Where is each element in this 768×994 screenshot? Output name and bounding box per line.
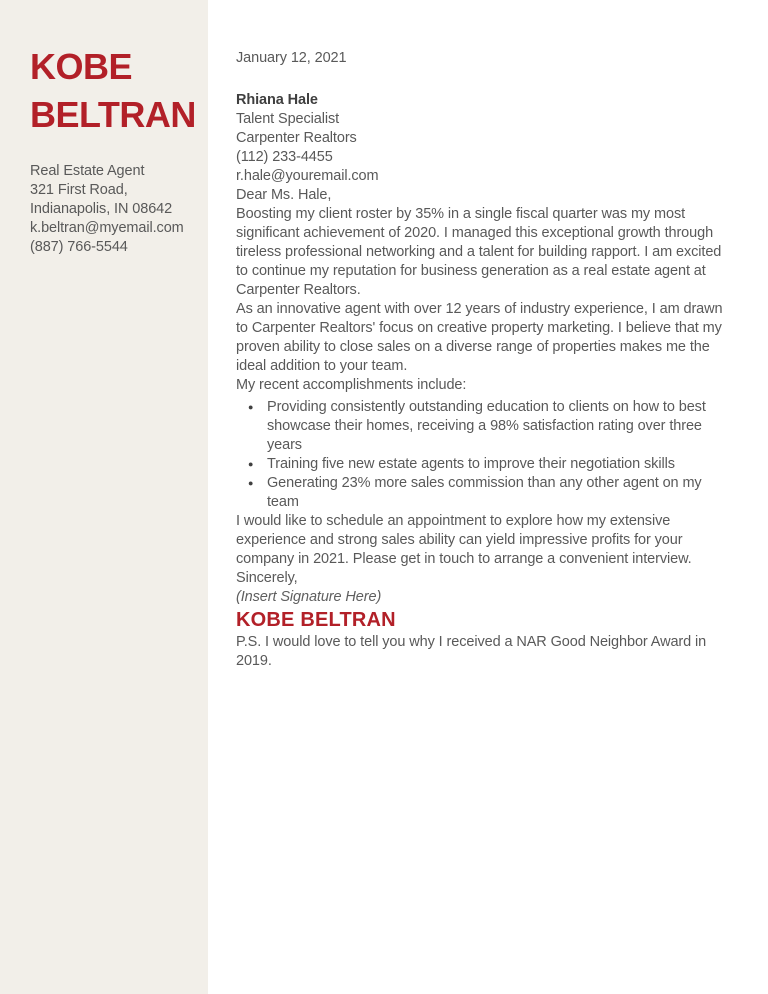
recipient-company: Carpenter Realtors bbox=[236, 130, 357, 146]
bullet-icon: ● bbox=[248, 459, 254, 469]
accomplishment-text: Generating 23% more sales commission than any other agent on my team bbox=[267, 475, 702, 510]
signature-placeholder: (Insert Signature Here) bbox=[236, 589, 382, 605]
accomplishments-list bbox=[236, 398, 736, 512]
sender-street-address: 321 First Road, bbox=[30, 182, 128, 198]
list-item bbox=[236, 455, 736, 474]
sender-name-line2: BELTRAN bbox=[30, 94, 196, 135]
sign-off: Sincerely, bbox=[236, 570, 298, 586]
recipient-name: Rhiana Hale bbox=[236, 92, 318, 108]
accomplishment-text: Providing consistently outstanding education to clients on how to best showcase their homes, receiving a 98% satisfaction rating over three years bbox=[267, 399, 706, 453]
recipient-phone: (112) 233-4455 bbox=[236, 149, 333, 165]
sidebar bbox=[0, 0, 208, 994]
sender-job-title: Real Estate Agent bbox=[30, 163, 145, 179]
sender-city-state-zip: Indianapolis, IN 08642 bbox=[30, 201, 173, 217]
accomplishment-text: Training five new estate agents to improve their negotiation skills bbox=[267, 456, 675, 472]
recipient-job-title: Talent Specialist bbox=[236, 111, 340, 127]
letter-date: January 12, 2021 bbox=[236, 50, 347, 66]
sender-email: k.beltran@myemail.com bbox=[30, 220, 184, 236]
recipient-block bbox=[236, 91, 736, 186]
recipient-email: r.hale@youremail.com bbox=[236, 168, 379, 184]
bullet-icon: ● bbox=[248, 478, 254, 488]
letter-body bbox=[208, 0, 768, 671]
salutation: Dear Ms. Hale, bbox=[236, 187, 332, 203]
sender-name bbox=[30, 43, 196, 139]
signature-name: KOBE BELTRAN bbox=[236, 609, 396, 631]
paragraph-closing: I would like to schedule an appointment to explore how my extensive experience and strong sales ability can yield impressive profits for your company in 2021. Please get in touch to arrange a convenient interview. bbox=[236, 513, 692, 567]
sender-contact-block bbox=[30, 162, 190, 257]
sender-phone: (887) 766-5544 bbox=[30, 239, 128, 255]
paragraph-opening: Boosting my client roster by 35% in a single fiscal quarter was my most significant achievement of 2020. I managed this exceptional growth through tireless professional networking and a talent for building rapport. I am excited to continue my reputation for business generation as a real estate agent at Carpenter Realtors. bbox=[236, 206, 722, 298]
paragraph-experience: As an innovative agent with over 12 years of industry experience, I am drawn to Carpenter Realtors' focus on creative property marketing. I believe that my proven ability to close sales on a diverse range of properties makes me the ideal addition to your team. bbox=[236, 301, 723, 374]
postscript: P.S. I would love to tell you why I received a NAR Good Neighbor Award in 2019. bbox=[236, 634, 707, 669]
bullet-icon: ● bbox=[248, 402, 254, 412]
list-item bbox=[236, 474, 736, 512]
sender-name-line1: KOBE bbox=[30, 46, 133, 87]
list-item bbox=[236, 398, 736, 455]
accomplishments-intro: My recent accomplishments include: bbox=[236, 377, 467, 393]
